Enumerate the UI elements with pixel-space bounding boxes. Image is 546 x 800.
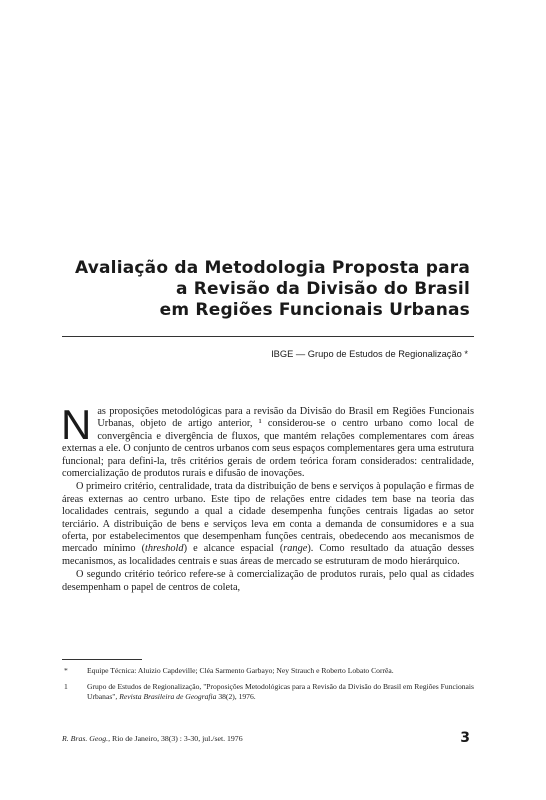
drop-cap: N [61, 401, 92, 448]
footnote-journal: Revista Brasileira de Geografia [119, 692, 217, 701]
footnote-text-a: Grupo de Estudos de Regionalização, "Proposições Metodológicas para a Revisão da Divisão do Brasil em Regiões Funcionais Urbanas", [87, 682, 474, 701]
term-range: range [283, 543, 308, 555]
footnotes [62, 666, 474, 708]
footnote-text-b: 38(2), 1976. [216, 692, 256, 701]
paragraph-2-text-b: ) e alcance espacial ( [183, 543, 284, 555]
title-line-3: em Regiões Funcionais Urbanas [159, 300, 470, 320]
page-footer-citation [62, 734, 243, 743]
paragraph-3: O segundo critério teórico refere-se à comercialização de produtos rurais, pelo qual as cidades desempenham o papel de centros de coleta, [62, 569, 474, 593]
title-line-1: Avaliação da Metodologia Proposta para [74, 258, 470, 278]
footer-citation: Rio de Janeiro, 38(3) : 3-30, jul./set. 1976 [110, 734, 243, 743]
footnote-mark: * [64, 666, 68, 675]
paragraph-2-text-c: ). Como resultado da atuação desses mecanismos, as localidades centrais e suas áreas de mercado se estruturam de modo hierárquico. [62, 543, 475, 567]
title-line-2: a Revisão da Divisão do Brasil [175, 279, 470, 299]
footnote-reference [62, 682, 474, 702]
footer-journal: R. Bras. Geog., [62, 734, 111, 743]
footnote-divider [62, 659, 142, 660]
title-divider [62, 336, 474, 337]
author-line: IBGE — Grupo de Estudos de Regionalização * [271, 349, 468, 359]
article-title [75, 258, 470, 321]
footnote-text: Equipe Técnica: Aluizio Capdeville; Cléa Sarmento Garbayo; Ney Strauch e Roberto Lobato Corrêa. [87, 666, 394, 675]
footnote-team [62, 666, 474, 676]
article-body [61, 401, 475, 595]
page-number: 3 [460, 730, 470, 746]
paragraph-2 [62, 481, 474, 568]
footnote-mark: 1 [64, 682, 68, 691]
term-threshold: threshold [145, 543, 184, 555]
paragraph-1 [61, 401, 474, 480]
paragraph-1-text: as proposições metodológicas para a revisão da Divisão do Brasil em Regiões Funcionais Urbanas, objeto de artigo anterior, ¹ considerou-se o centro urbano como local de convergência e divergência de fluxos, que mantém relações complementares com áreas externas a ele. O conjunto de centros urbanos com seus espaços complementares gera uma estrutura funcional; para defini-la, três critérios gerais de ordem teórica foram considerados: centralidade, comercialização de produtos rurais e difusão de inovações. [62, 406, 474, 480]
paragraph-2-text-a: O primeiro critério, centralidade, trata da distribuição de bens e serviços à população e firmas de áreas externas ao centro urbano. Este tipo de relações entre cidades tem base na teoria das localidades centrais, segundo a qual a cidade desempenha funções centrais ligadas ao setor terciário. A distribuição de bens e serviços leva em conta a demanda de consumidores e a sua oferta, por estabelecimentos que desempenham funções centrais, obedecendo aos mecanismos de mercado mínimo ( [62, 481, 474, 555]
